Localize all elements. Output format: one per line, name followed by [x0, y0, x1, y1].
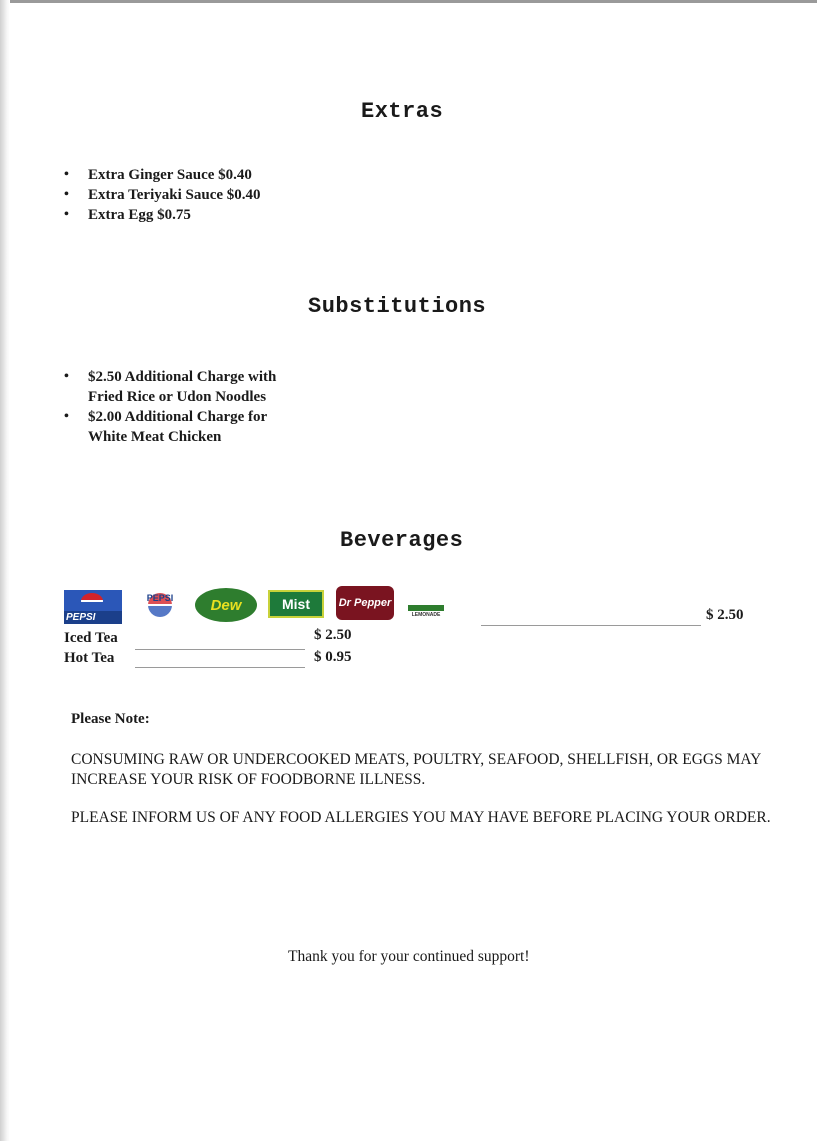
list-item	[64, 185, 261, 205]
dr-pepper-logo-text: Dr Pepper	[338, 597, 392, 609]
iced-tea-label: Iced Tea	[64, 630, 118, 646]
bullet-icon: •	[64, 207, 69, 222]
extras-heading: Extras	[361, 99, 444, 124]
mountain-dew-logo	[195, 588, 257, 622]
dr-pepper-logo	[336, 586, 394, 620]
dew-logo-text: Dew	[210, 596, 242, 614]
fried-rice-charge: $2.50 Additional Charge with Fried Rice or Udon Noodles	[88, 369, 277, 405]
note-title: Please Note:	[71, 711, 150, 727]
extra-teriyaki-sauce: Extra Teriyaki Sauce $0.40	[88, 187, 261, 203]
mist-logo-text: Mist	[282, 596, 310, 612]
list-item	[64, 367, 304, 407]
hot-tea-price: $ 0.95	[314, 649, 352, 665]
iced-tea-price: $ 2.50	[314, 627, 352, 643]
beverages-heading: Beverages	[340, 528, 464, 553]
diet-pepsi-logo-text: PEPSI	[146, 593, 174, 603]
soda-price: $ 2.50	[706, 607, 744, 623]
list-item	[64, 165, 261, 185]
allergy-notice: PLEASE INFORM US OF ANY FOOD ALLERGIES YOU MAY HAVE BEFORE PLACING YOUR ORDER.	[71, 809, 771, 826]
pepsi-logo-text: PEPSI	[66, 612, 96, 623]
soda-leader-line	[481, 625, 701, 626]
extras-list	[64, 165, 261, 225]
substitutions-heading: Substitutions	[308, 294, 487, 319]
page-shadow	[0, 0, 10, 1141]
list-item	[64, 407, 304, 447]
page-edge	[0, 0, 817, 3]
bullet-icon: •	[64, 369, 69, 384]
substitutions-list	[64, 367, 304, 447]
iced-tea-leader-line	[135, 649, 305, 650]
lemonade-banner-icon	[408, 605, 444, 611]
lemonade-logo-text: LEMONADE	[411, 611, 441, 618]
hot-tea-label: Hot Tea	[64, 650, 115, 666]
bullet-icon: •	[64, 187, 69, 202]
raw-food-warning: CONSUMING RAW OR UNDERCOOKED MEATS, POULTRY, SEAFOOD, SHELLFISH, OR EGGS MAY INCREASE YOUR RISK OF FOODBORNE ILLNESS.	[71, 751, 761, 788]
diet-pepsi-logo	[134, 586, 186, 622]
bullet-icon: •	[64, 409, 69, 424]
hot-tea-leader-line	[135, 667, 305, 668]
sierra-mist-logo	[268, 590, 324, 618]
pepsi-globe-icon	[81, 593, 103, 609]
thank-you-message: Thank you for your continued support!	[288, 948, 530, 965]
tropicana-lemonade-logo	[407, 602, 445, 620]
extra-egg: Extra Egg $0.75	[88, 207, 191, 223]
list-item	[64, 205, 261, 225]
bullet-icon: •	[64, 167, 69, 182]
soda-logos	[64, 584, 464, 626]
pepsi-logo	[64, 590, 122, 624]
white-meat-charge: $2.00 Additional Charge for White Meat Chicken	[88, 409, 267, 445]
extra-ginger-sauce: Extra Ginger Sauce $0.40	[88, 167, 252, 183]
